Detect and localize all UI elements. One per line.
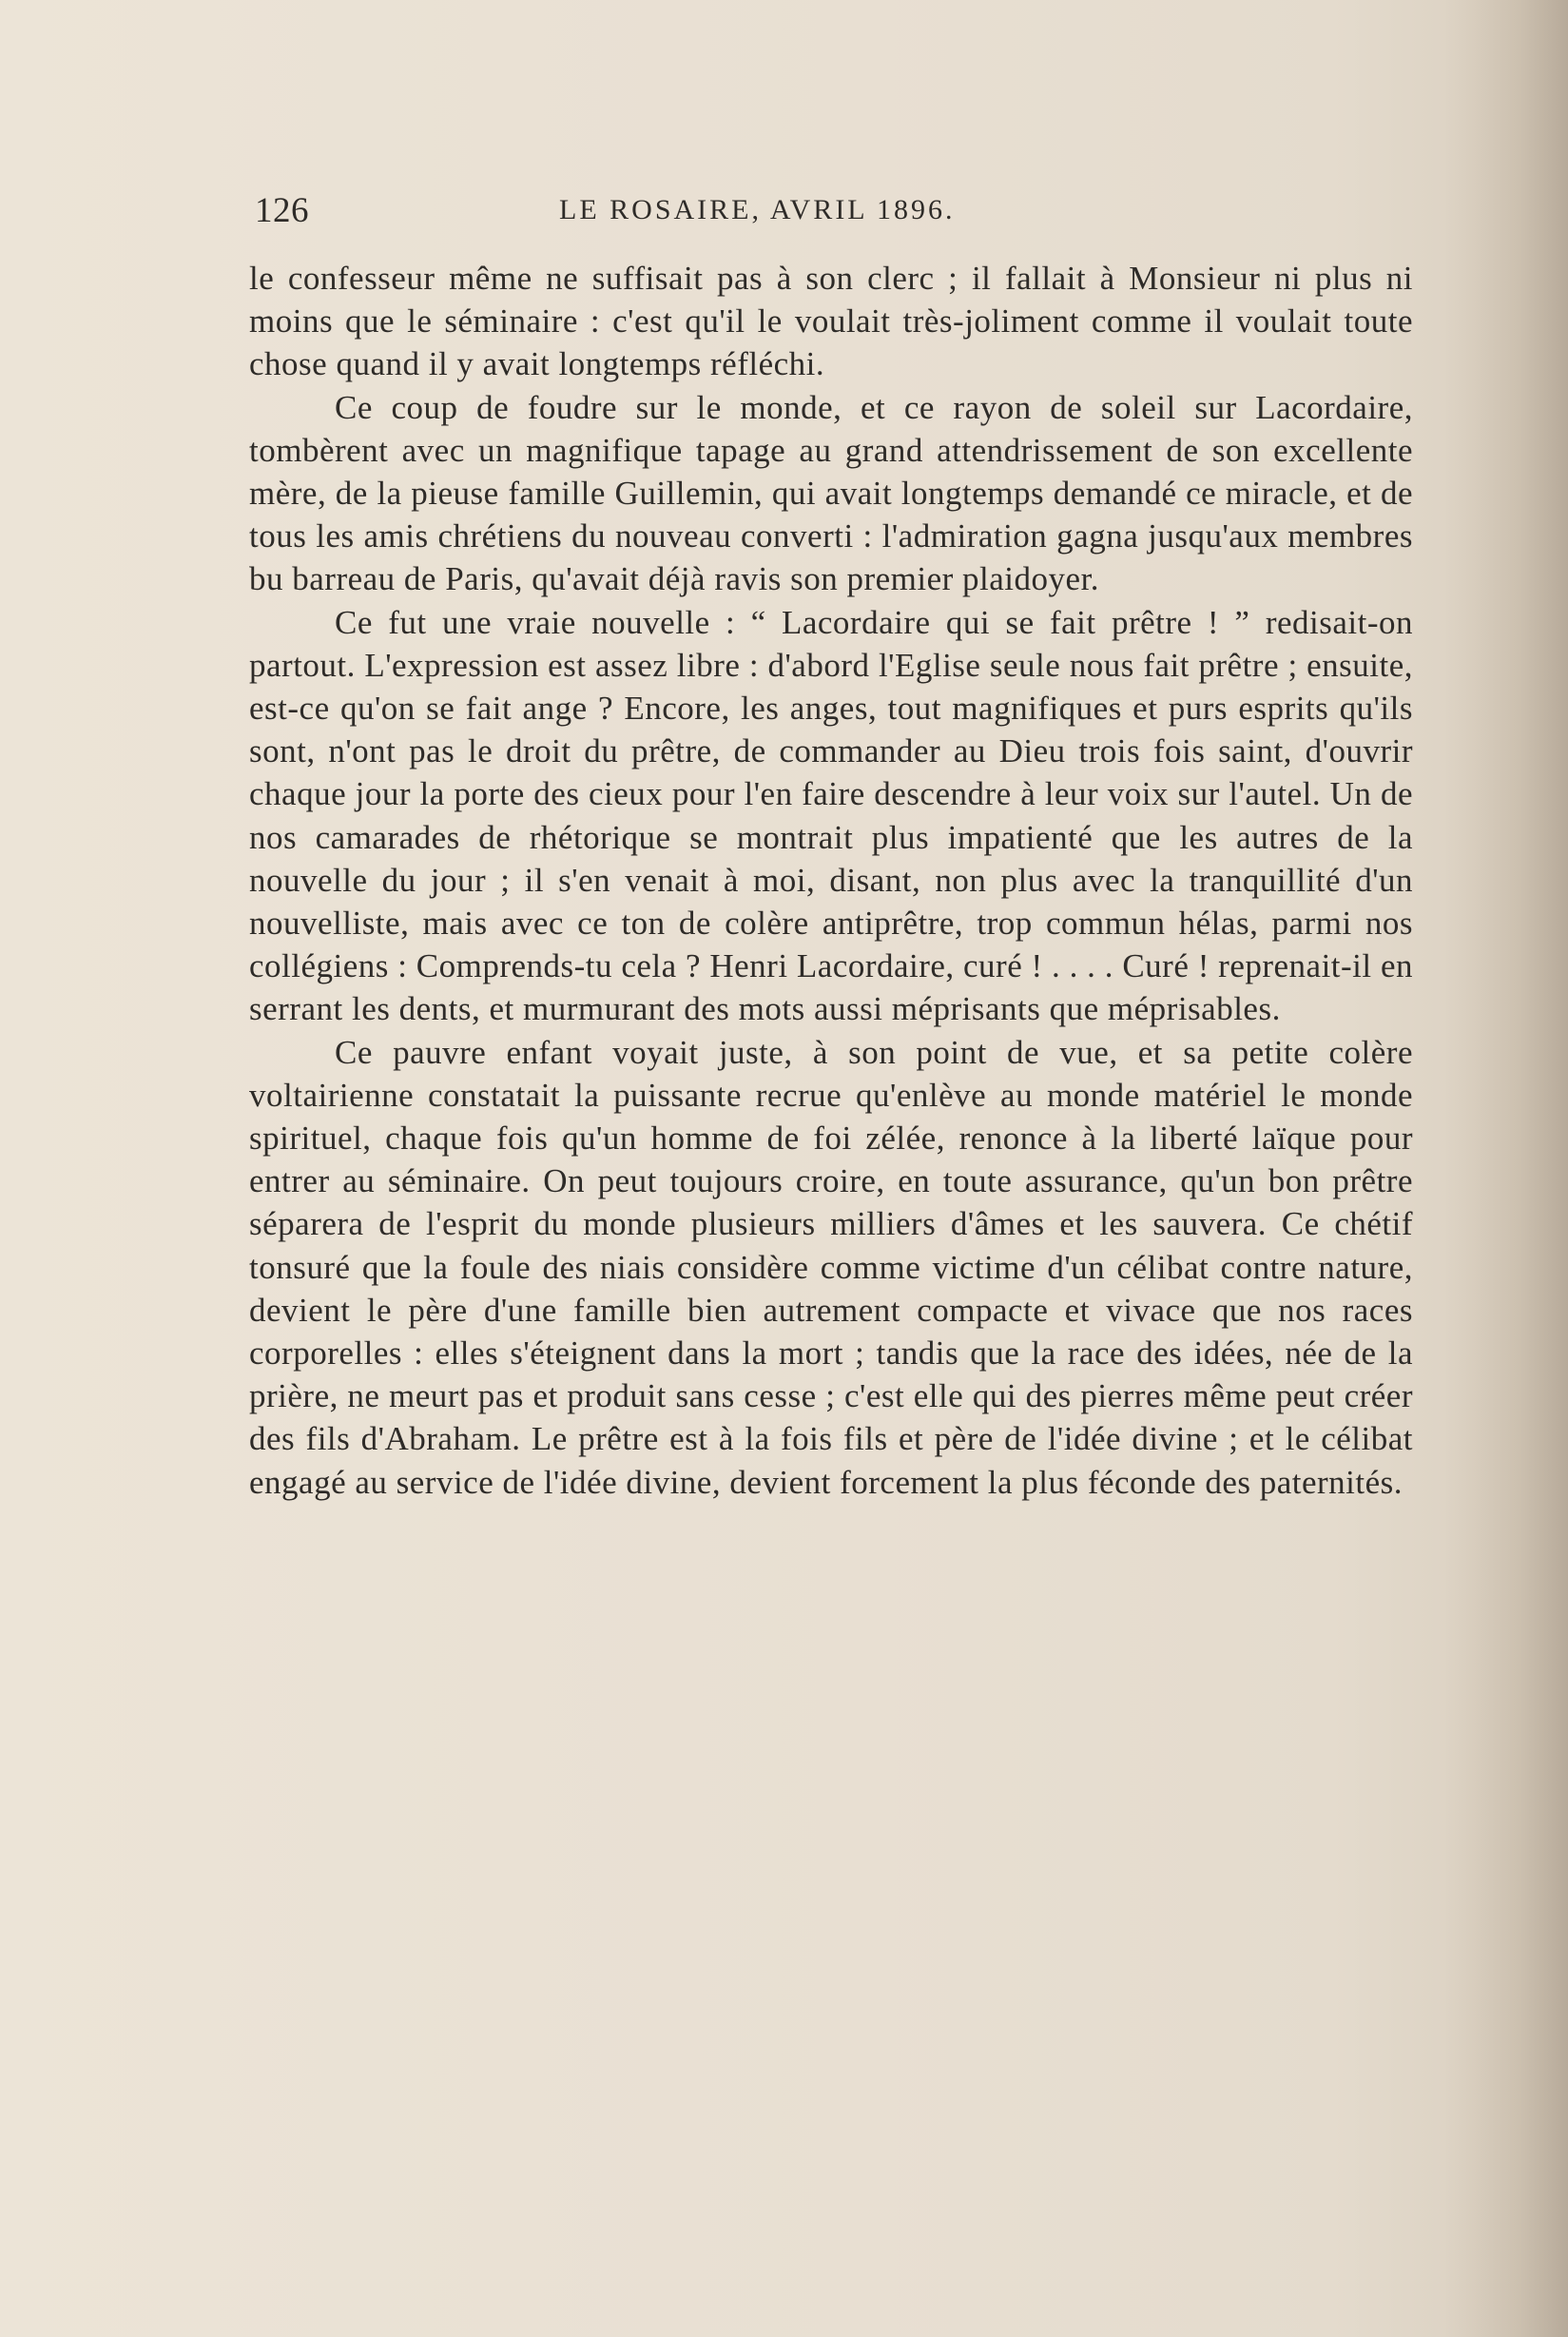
body-text	[249, 257, 1413, 1504]
page-gutter-shadow	[1444, 0, 1568, 2337]
paragraph-4: Ce pauvre enfant voyait juste, à son point de vue, et sa petite colère voltairienne constatait la puissante recrue qu'enlève au monde matériel le monde spirituel, chaque fois qu'un homme de foi zélée, renonce à la liberté laïque pour entrer au séminaire. On peut toujours croire, en toute assurance, qu'un bon prêtre séparera de l'esprit du monde plusieurs milliers d'âmes et les sauvera. Ce chétif tonsuré que la foule des niais considère comme victime d'un célibat contre nature, devient le père d'une famille bien autrement compacte et vivace que nos races corporelles : elles s'éteignent dans la mort ; tandis que la race des idées, née de la prière, ne meurt pas et produit sans cesse ; c'est elle qui des pierres même peut créer des fils d'Abraham. Le prêtre est à la fois fils et père de l'idée divine ; et le célibat engagé au service de l'idée divine, devient forcement la plus féconde des paternités.	[249, 1033, 1413, 1501]
page-header	[255, 190, 1035, 238]
paragraph-1: le confesseur même ne suffisait pas à son clerc ; il fallait à Monsieur ni plus ni moins que le séminaire : c'est qu'il le voulait très-joliment comme il voulait toute chose quand il y avait longtemps réfléchi.	[249, 260, 1413, 383]
running-head: LE ROSAIRE, AVRIL 1896.	[559, 194, 956, 225]
paragraph-2: Ce coup de foudre sur le monde, et ce rayon de soleil sur Lacordaire, tombèrent avec un magnifique tapage au grand attendrissement de son excellente mère, de la pieuse famille Guillemin, qui avait longtemps demandé ce miracle, et de tous les amis chrétiens du nouveau converti : l'admiration gagna jusqu'aux membres bu barreau de Paris, qu'avait déjà ravis son premier plaidoyer.	[249, 388, 1413, 598]
page-number: 126	[255, 191, 309, 230]
paragraph-3: Ce fut une vraie nouvelle : “ Lacordaire qui se fait prêtre ! ” redisait-on partout. L'expression est assez libre : d'abord l'Eglise seule nous fait prêtre ; ensuite, est-ce qu'on se fait ange ? Encore, les anges, tout magnifiques et purs esprits qu'ils sont, n'ont pas le droit du prêtre, de commander au Dieu trois fois saint, d'ouvrir chaque jour la porte des cieux pour l'en faire descendre à leur voix sur l'autel. Un de nos camarades de rhétorique se montrait plus impatienté que les autres de la nouvelle du jour ; il s'en venait à moi, disant, non plus avec la tranquillité d'un nouvelliste, mais avec ce ton de colère antiprêtre, trop commun hélas, parmi nos collégiens : Comprends-tu cela ? Henri Lacordaire, curé ! . . . . Curé ! reprenait-il en serrant les dents, et murmurant des mots aussi méprisants que méprisables.	[249, 603, 1413, 1028]
